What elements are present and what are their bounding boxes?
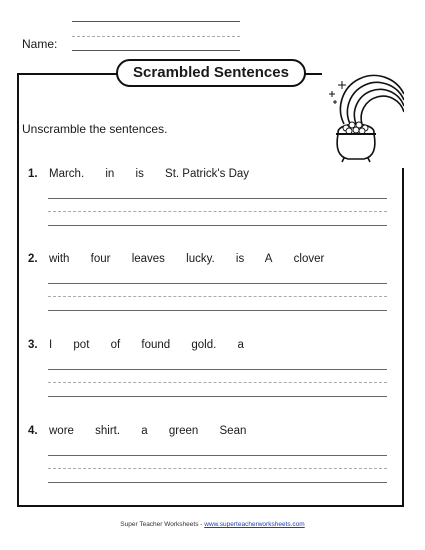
scrambled-word: March. <box>49 168 85 180</box>
scrambled-word: is <box>135 168 144 180</box>
answer-line[interactable] <box>48 310 387 311</box>
scrambled-word: green <box>168 425 199 437</box>
scrambled-word: pot <box>73 339 90 351</box>
name-area <box>22 14 246 56</box>
footer <box>0 521 425 528</box>
footer-separator: - <box>200 521 203 528</box>
question-4 <box>28 425 388 443</box>
rainbow-illustration <box>322 58 404 168</box>
scrambled-word: shirt. <box>95 425 121 437</box>
question-2 <box>28 253 388 271</box>
scrambled-word: lucky. <box>186 253 215 265</box>
answer-guide-line <box>48 382 387 383</box>
answer-line[interactable] <box>48 396 387 397</box>
answer-guide-line <box>48 211 387 212</box>
name-guide-dashed-line <box>72 36 240 37</box>
scrambled-word: I <box>49 339 53 351</box>
instructions-text: Unscramble the sentences. <box>22 122 168 136</box>
worksheet-title: Scrambled Sentences <box>133 64 289 81</box>
scrambled-words <box>49 425 264 437</box>
scrambled-words <box>49 168 267 180</box>
answer-line[interactable] <box>48 225 387 226</box>
pot-of-gold-icon <box>336 122 376 162</box>
scrambled-words <box>49 253 342 265</box>
name-guide-top-line <box>72 21 240 22</box>
title-banner <box>116 59 306 87</box>
question-3 <box>28 339 388 357</box>
question-1 <box>28 168 388 186</box>
scrambled-word: Sean <box>219 425 247 437</box>
scrambled-word: found <box>141 339 171 351</box>
answer-line[interactable] <box>48 482 387 483</box>
footer-site-name: Super Teacher Worksheets <box>120 521 199 528</box>
scrambled-word: with <box>49 253 70 265</box>
scrambled-word: in <box>105 168 115 180</box>
scrambled-word: wore <box>49 425 74 437</box>
answer-guide-line <box>48 468 387 469</box>
scrambled-word: a <box>141 425 148 437</box>
sparkle-icon <box>329 81 346 104</box>
scrambled-word: St. Patrick's Day <box>165 168 250 180</box>
question-number: 2. <box>28 253 38 265</box>
name-label: Name: <box>22 37 58 51</box>
question-number: 3. <box>28 339 38 351</box>
scrambled-word: leaves <box>131 253 165 265</box>
answer-guide-line <box>48 296 387 297</box>
answer-line[interactable] <box>48 283 387 284</box>
answer-line[interactable] <box>48 455 387 456</box>
scrambled-word: A <box>264 253 273 265</box>
footer-link[interactable]: www.superteacherworksheets.com <box>204 521 305 528</box>
scrambled-word: is <box>235 253 245 265</box>
scrambled-word: a <box>237 339 244 351</box>
name-field-line[interactable] <box>72 50 240 51</box>
scrambled-word: clover <box>293 253 325 265</box>
scrambled-words <box>49 339 262 351</box>
question-number: 4. <box>28 425 38 437</box>
scrambled-word: of <box>110 339 121 351</box>
scrambled-word: gold. <box>191 339 217 351</box>
answer-line[interactable] <box>48 198 387 199</box>
question-number: 1. <box>28 168 38 180</box>
rainbow-icon <box>322 58 404 168</box>
answer-line[interactable] <box>48 369 387 370</box>
scrambled-word: four <box>90 253 111 265</box>
